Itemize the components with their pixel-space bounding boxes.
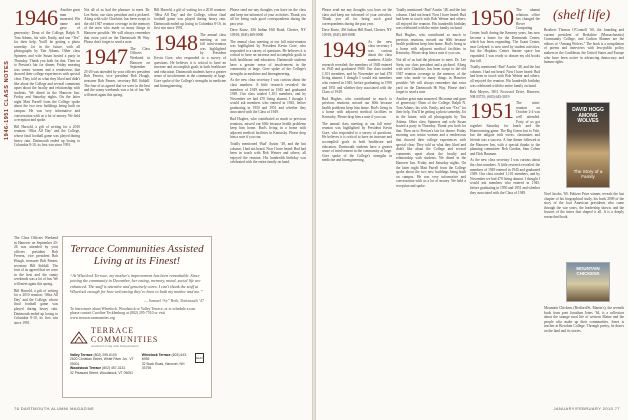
note-1947-cont: Bill Harrold, a gift of writing for a 2010 reunion: ‘Miss All Day’ and the College, whose final football game was played during heavy rain. Dartmouth ended up losing to Columbia 8-10, its first win since 1991. (154, 8, 226, 31)
note-1946-c: Bill Harrold, a gift of writing for a 2010 reunion: ‘Miss All Day’ and the College, whose final football game was played during heavy rain. Dartmouth ended up losing to Columbia 8-10, its first win since 1991. (14, 288, 58, 325)
book1-title: DAVID HOGG AMONG WOLVES (572, 107, 604, 125)
shelf-paragraph-3: Mountain Chickens (Bedford/St. Martin's), the seventh book from poet Jonathan Jones ’64, is a collection about the strange rural life of western Maine and the people who make up their communities. Jones is teacher at Bowdoin College. Through poetry, he draws on the land and its stories. (544, 306, 624, 333)
note-1948-b: Please send me any thoughts you have on the class and keep me informed of your activities. Thank you all for being such good correspondents during the past year. (230, 8, 306, 26)
column-1946 (14, 8, 80, 230)
shelf-paragraph-2: Noel Jacobs ’69, Pulitzer Prize winner, reveals the last chapter of his biographical study, his book 2009 of the story of the four American presidents who came through the war years, the leadership shown, and the lessons of the times that shaped it all. It is a deeply researched book. (544, 192, 624, 219)
column-1950 (470, 8, 540, 398)
ad-blurb: To learn more about Wheelock, Woodstock or Valley Terrace, or to schedule a tour please contact Caroline Tecklenburg at (802) 295-7510 or visit www.terracecommunities.org (70, 306, 196, 321)
note-1947: The Class Officers Weekend in Hanover on September 25-26 was attended by your officers president Bob Ferrera, vice president Bob Hough, treasurer Bob Panzer, secretary Bill Siddall. The four of us agreed that we were in the best and the sunny weekends was a lot of fun. We will meet again this spring. (84, 46, 150, 97)
column-1947 (84, 8, 150, 230)
note-1948-end: Please send me any thoughts you have on the class and keep me informed of your activities. Thank you all for being such good correspondents during the past year. (322, 8, 392, 26)
contact-wheelock[interactable] (142, 353, 189, 375)
book-cover-among-wolves (566, 102, 610, 188)
note-1948-c: Dave Kurtz, 456 Indian Hill Road, Chester, NY 10918; (845) 469-0000 (230, 28, 306, 37)
ad-signature: — Samuel “Sy” Berk, Dartmouth ’47 (143, 297, 204, 303)
note-1947-c: The Class Officers Weekend in Hanover on September 25-26 was attended by your officers president Bob Ferrera, vice president Bob Hough, treasurer Bob Panzer, secretary Bill Siddall. The four of us agreed that we were in the best and the sunny weekends was a lot of fun. We will meet again this spring. (14, 236, 58, 286)
ad-contacts (70, 353, 204, 375)
column-1948 (154, 8, 226, 230)
column-1949 (322, 8, 392, 398)
terrace-communities-ad[interactable] (62, 236, 212, 398)
terrace-logo-icon (70, 330, 88, 344)
valley-phone: (802) 295-6100 (93, 353, 117, 358)
year-1946: 1946 (14, 8, 58, 30)
note-1948: The annual class meeting at our fall mini-reunion was highlighted by President Kevin Gore, who responded to a survey of questions. He believes it is critical to have an increase and accomplish goals in both healthcare and education. Dartmouth students have a greater sense of involvement in the community at large. Gore spoke of the College's strengths in medicine and bioengineering. (154, 32, 226, 88)
note-1949-e: Bud Hughes, who contributed so much to previous reunions, missed our 60th because health problems keep him home. Bud's living in a home with adjacent medical facilities in Kentucky. Please drop him a note if you can. (396, 32, 466, 56)
ad-logo (70, 326, 204, 348)
shelf-paragraph-1: Brothers Thomas O'Connell ’60, the founding and current president of Berkshire (Massachusetts) Community College, and Carlton Skinner are the editors of “Among Wolves.” The book is a compilation of poems and interviews with less-public policy makers in the Caribbean, the United States and Europe who have been active in advancing democracy and human rights. (544, 28, 624, 65)
woodstock-phone: (802) 457-3131 (102, 366, 126, 371)
left-folio: 76 DARTMOUTH ALUMNI MAGAZINE (14, 406, 95, 411)
year-1949: 1949 (322, 36, 366, 62)
valley-address: 2620 Christian Street, White River Jct., VT 05001 (70, 357, 134, 366)
note-1946: Another great man mourned. His name and gave of generosity: Dean of the College, Ralph N. Tom Adams, his wife, Emily, and son “Tex” for their help. You'll be getting a photo someday. Jot in the future, with all photographs by Tim Adams. Other class Spinners and wife Susan hosted a party in Thursday. Thank you both for that. Then on to Preston's lair for dinner. Friday morning was senior women and a rendezvous that showed their college experiences with special clear. They told us what they liked and didn't like about the College and several comments upset about the faculty and relationship with students. We dined in the Hanover Inn. Friday and Saturday nights. On the latter night Matt Parrell from the College spoke about the two new buildings being built on campus. He was very informative and conversation with us a lot of money. We held a reception and spoke. (14, 8, 80, 123)
note-1949-b: Bud Hughes, who contributed so much to previous reunions, missed our 60th because health problems keep him home. Bud's living in a home with adjacent medical facilities in Kentucky. Please drop him a note if you can. (322, 96, 392, 120)
section-label: 1946-1951 CLASS NOTES (4, 60, 10, 140)
note-1949-c: The annual class meeting at our fall mini-reunion was highlighted by President Kevin Gore, who responded to a survey of questions. He believes it is critical to have an increase and accomplish goals in both healthcare and education. Dartmouth students have a greater sense of involvement in the community at large. Gore spoke of the College's strengths in medicine and bioengineering. (322, 121, 392, 163)
wheelock-name: Wheelock Terrace (141, 353, 171, 358)
ad-quote: “At Wheelock Terrace, my mother's improvement has been remarkable. Since joining the community in December, her eating, memory, mood, social life are enhanced. The staff is attentive and genuinely cares. I can't thank the staff at Wheelock enough for how welcoming they've been to both my mother and me.” (70, 273, 203, 295)
book1-subtitle: The Story of a Family (573, 169, 603, 179)
left-page (0, 0, 312, 420)
shelf-text-2 (544, 192, 624, 258)
note-1949-lead: As the new class secretary I was curious about the class numbers. A little research revealed: the members of 1949 entered in 1945 and graduated 1949. Our class totaled 1,101 members, and by November we had 470 living alumni. I thought I would ask members who entered in 1945, before graduating in 1950 and 1951 and whether they associated with the Class of 1949. (230, 78, 306, 115)
note-1948-d: The annual class meeting at our fall mini-reunion was highlighted by President Kevin Gore, who responded to a survey of questions. He believes it is critical to have an increase and accomplish goals in both healthcare and education. Dartmouth students have a greater sense of involvement in the community at large. Gore spoke of the College's strengths in medicine and bioengineering. (230, 39, 306, 76)
contact-valley[interactable] (70, 353, 136, 375)
year-1948: 1948 (154, 29, 198, 55)
wheelock-address: 32 Buck Road, Hanover, NH 03755 (141, 361, 185, 371)
shelf-text-1 (544, 28, 624, 104)
note-1950: The alumni relations office has changed the Rover Computing Center, built during the Kemeny years, has now become a home for the Dartmouth Center, which has been expanding. The Grant Center, near Ledyard, is now used by student activities, but the Hopkins Center theater space has expanded. I was ready to donate my old books this fall. (470, 8, 540, 63)
column-1948-cont (230, 8, 306, 398)
shelf-text-3 (544, 306, 624, 398)
book-cover-mountain-chickens (566, 262, 610, 302)
wheelock-phone: (603) 643-6955 (141, 353, 188, 362)
year-1951: 1951 (470, 98, 514, 124)
note-1949-f: Not all of us had the pleasure to meet. Dr. Lee Stein, our class president and a pickerel. Along with wife Charlotte, has been swept to the old 1947 reunion coverage in the memory of the men who made so many things in Hanover possible. We will always remember that extra yard on the Dartmouth Hi Way. Please don't forget to send a note. (396, 57, 466, 95)
year-1950: 1950 (470, 8, 514, 30)
column-1949-cont (396, 8, 466, 398)
note-1951: The mini-reunion on October 2-4 was well attended. Forty of us got together Saturday for lunch and the Homecoming game. The Big Green lost to Yale, but the tailgate with wives, classmates and friends was a success. A fine dinner followed at the Hanover Inn, with a special thanks to the planning committee: Bob Gordon, Sam Cohen and Dick Bauman. (470, 101, 540, 156)
note-1949-d: Totally mentioned ‘Bud’ Austin ’48, and the last column. I had not heard. Now I have heard: Bud had been in touch with Bob Weiner and others; all enjoyed the reunion. His hundredth birthday was celebrated with the entire family on hand. (396, 8, 466, 31)
woodstock-name: Woodstock Terrace (70, 366, 102, 371)
ad-logo-name: TERRACE COMMUNITIES (90, 326, 159, 345)
ad-title: Terrace Communities Assisted Living at its Finest! (70, 243, 204, 267)
note-1949-more: Bud Hughes, who contributed so much to previous reunions, missed our 60th because health problems keep him home. Bud's living in a home with adjacent medical facilities in Kentucky. Please drop him a note if you can. (230, 117, 306, 140)
note-1950-c: Bob Meyers, 5811 Foxwood Drive, Hanover, NH 03755; (603) 643-3019 (470, 90, 540, 99)
note-1951-b: As the new class secretary I was curious about the class numbers. A little research revealed: the members of 1949 entered in 1945 and graduated 1949. Our class totaled 1,101 members, and by November we had 470 living alumni. I thought I would ask members who entered in 1945, before graduating in 1950 and 1951 and whether they associated with the Class of 1949. (470, 158, 540, 195)
equal-housing-icon: EHO (195, 353, 204, 363)
shelf-life-heading: (shelf life) (553, 8, 611, 23)
note-1946-b: Bill Harrold, a gift of writing for a 2010 reunion: ‘Miss All Day’ and the College, whose final football game was played during heavy rain. Dartmouth ended up losing to Columbia 8-10, its first win since 1991. (14, 124, 80, 148)
right-folio: JANUARY/FEBRUARY 2010 77 (553, 406, 620, 411)
note-1950-more: Totally mentioned ‘Bud’ Austin ’48, and the last column. I had not heard. Now I have heard: Bud had been in touch with Bob Weiner and others; all enjoyed the reunion. His hundredth birthday was celebrated with the entire family on hand. (230, 142, 306, 165)
year-1947: 1947 (84, 43, 128, 69)
book2-title: MOUNTAIN CHICKENS (576, 266, 600, 276)
right-page (316, 0, 628, 420)
note-1948-sig: Dave Kurtz, 456 Indian Hill Road, Chester, NY 10918; (845) 469-0000 (322, 28, 392, 37)
column-left-bottom (14, 236, 58, 398)
note-1950-b: Totally mentioned ‘Bud’ Austin ’48, and the last column. I had not heard. Now I have heard: Bud had been in touch with Bob Weiner and others; all enjoyed the reunion. His hundredth birthday was celebrated with the entire family on hand. (470, 65, 540, 88)
note-1949-g: Another great man mourned. His name and gave of generosity: Dean of the College, Ralph N. Tom Adams, his wife, Emily, and son “Tex” for their help. You'll be getting a photo someday. Jot in the future, with all photographs by Tim Adams. Other class Spinners and wife Susan hosted a party in Thursday. Thank you both for that. Then on to Preston's lair for dinner. Friday morning was senior women and a rendezvous that showed their college experiences with special clear. They told us what they liked and didn't like about the College and several comments upset about the faculty and relationship with students. We dined in the Hanover Inn. Friday and Saturday nights. On the latter night Matt Parrell from the College spoke about the two new buildings being built on campus. He was very informative and conversation with us a lot of money. We held a reception and spoke. (396, 96, 466, 188)
ad-logo-tag: Assisted Living with Independence (90, 344, 139, 349)
valley-name: Valley Terrace (70, 353, 93, 358)
note-1947-b: Not all of us had the pleasure to meet. Dr. Lee Stein, our class president and a pickerel. Along with wife Charlotte, has been swept to the old 1947 reunion coverage in the memory of the men who made so many things in Hanover possible. We will always remember that extra yard on the Dartmouth Hi Way. Please don't forget to send a note. (84, 8, 150, 45)
note-1949: As the new class secretary I was curious about the class numbers. A little research revealed: the members of 1949 entered in 1945 and graduated 1949. Our class totaled 1,101 members, and by November we had 470 living alumni. I thought I would ask members who entered in 1945, before graduating in 1950 and 1951 and whether they associated with the Class of 1949. (322, 39, 392, 95)
woodstock-address: 32 Pleasant Street, Woodstock, VT 05091 (70, 370, 134, 375)
